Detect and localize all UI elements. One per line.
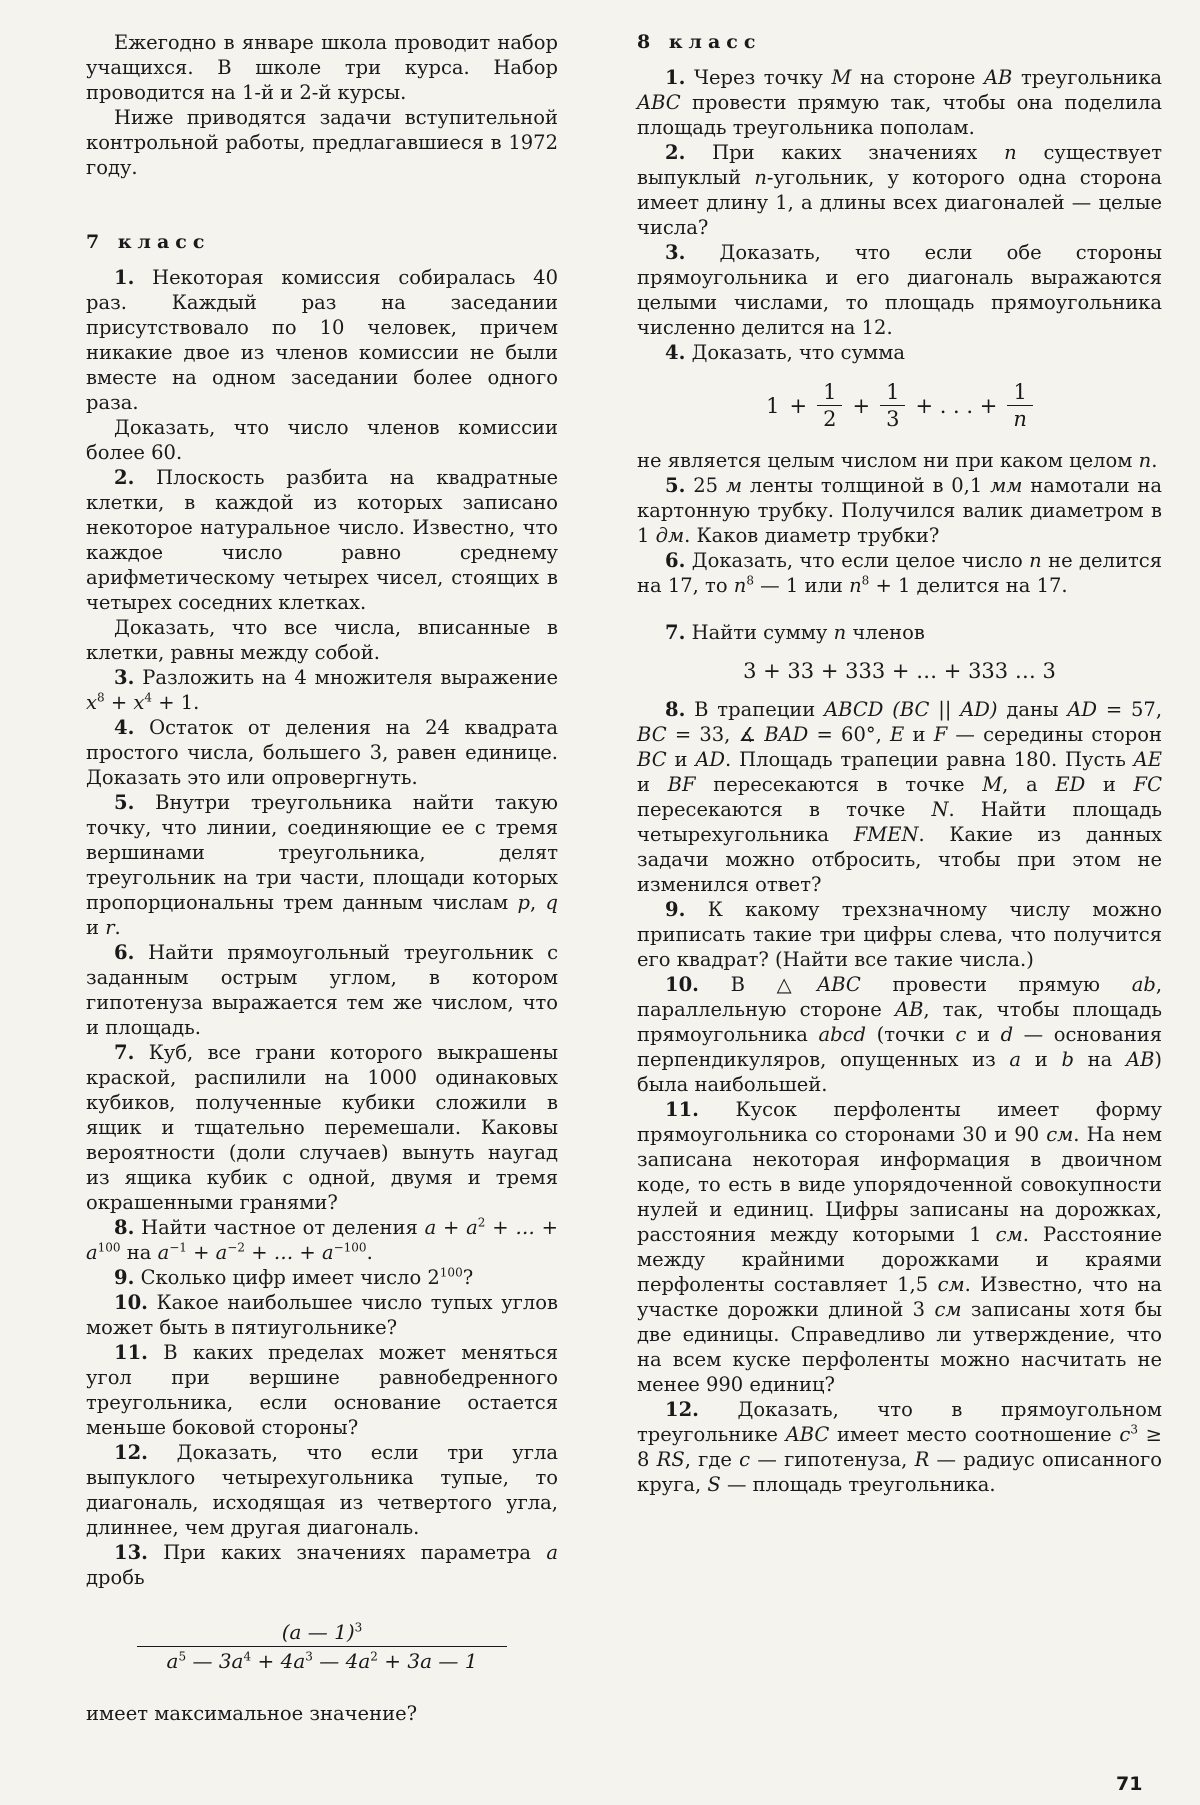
problem-text: ) была наибольшей. xyxy=(637,1048,1163,1096)
problem-text: , параллельную стороне xyxy=(637,973,1163,1021)
problem-text: на xyxy=(126,1241,152,1264)
fraction-denominator xyxy=(167,1647,478,1675)
grade7-problem-7 xyxy=(86,1040,558,1215)
problem-text: членов xyxy=(852,621,925,644)
problem-text: и xyxy=(674,748,688,771)
math-op: + xyxy=(852,393,871,418)
problem-text: — середины сторон xyxy=(955,723,1162,746)
problem-text: Доказать, что сумма xyxy=(691,341,906,364)
math-var: x xyxy=(133,691,145,714)
problem-text: -угольник, у которого одна сторона имеет длину 1, а длины всех диагоналей — целые числа? xyxy=(637,166,1163,239)
math-expr: + 4a xyxy=(251,1649,306,1673)
problem-text: (точки xyxy=(876,1023,945,1046)
unit: см xyxy=(1046,1123,1074,1146)
math-var: FMEN xyxy=(853,823,919,846)
grade7-problem-4 xyxy=(86,715,558,790)
unit: дм xyxy=(655,524,685,547)
problem-text: Найти сумму xyxy=(691,621,828,644)
math-exp: 5 xyxy=(178,1649,187,1664)
math-expr: + a xyxy=(186,1241,228,1264)
grade7-problem-11 xyxy=(86,1340,558,1440)
problem-text: Доказать, что если обе стороны прямоугольника и его диагональ выражаются целыми числами, то площадь прямоугольника численно делится на 12. xyxy=(637,241,1162,339)
problem-text: К какому трехзначному числу можно приписать такие три цифры слева, что получится его квадрат? (Найти все такие числа.) xyxy=(637,898,1163,971)
unit: м xyxy=(725,474,743,497)
problem-text: — основания перпендикуляров, опущенных из xyxy=(637,1023,1163,1071)
problem-text: записаны хотя бы две единицы. Справедливо ли утверждение, что на всем куске перфоленты можно насчитать не менее 990 единиц? xyxy=(637,1298,1163,1396)
math-term: 1 xyxy=(766,393,780,418)
math-var: BF xyxy=(667,773,696,796)
fraction-denominator: n xyxy=(1013,407,1027,431)
problem-number: 7. xyxy=(665,621,686,644)
problem-text: пересекаются в точке xyxy=(713,773,965,796)
problem-text: и xyxy=(912,723,926,746)
math-expr: (a — 1) xyxy=(281,1620,355,1644)
fraction-denominator: 2 xyxy=(823,407,837,431)
problem-text: — гипотенуза, xyxy=(757,1448,908,1471)
math-exp: 3 xyxy=(1130,1422,1138,1437)
problem-number: 12. xyxy=(665,1398,699,1421)
intro-paragraph-2: Ниже приводятся задачи вступительной контрольной работы, предлагавшиеся в 1972 году. xyxy=(86,106,558,179)
math-exp: 4 xyxy=(144,690,153,705)
problem-text: намотали на картонную трубку. Получился валик диаметром в 1 xyxy=(637,474,1163,547)
problem-number: 2. xyxy=(114,466,135,489)
problem-number: 4. xyxy=(665,341,686,364)
math-op: + xyxy=(789,393,808,418)
left-column xyxy=(86,30,558,1726)
math-var: n xyxy=(1029,549,1042,572)
math-var: R xyxy=(914,1448,930,1471)
problem-text: = 57, xyxy=(1105,698,1163,721)
math-exp: 4 xyxy=(243,1649,252,1664)
math-exp: 2 xyxy=(477,1215,486,1230)
problem-text: — 1 или xyxy=(753,574,850,597)
problem-number: 11. xyxy=(114,1341,148,1364)
spacer xyxy=(637,598,1162,620)
math-exp: −1 xyxy=(169,1240,187,1255)
problem-text: При каких значениях параметра xyxy=(163,1541,532,1564)
problem-number: 13. xyxy=(114,1541,148,1564)
grade8-problem-5 xyxy=(637,473,1162,548)
problem-text: — площадь треугольника. xyxy=(726,1473,996,1496)
math-var: AB xyxy=(894,998,924,1021)
math-var: x xyxy=(86,691,97,714)
problem-text: не делится на 17, то xyxy=(637,549,1162,597)
math-var: n xyxy=(849,574,862,597)
math-op: + xyxy=(110,691,128,714)
problem-text: Сколько цифр имеет число 2 xyxy=(140,1266,440,1289)
fraction-numerator: 1 xyxy=(817,379,842,406)
problem-text: В △ xyxy=(730,973,818,996)
fraction xyxy=(1007,379,1033,432)
problem-number: 5. xyxy=(665,474,686,497)
unit: см xyxy=(995,1223,1023,1246)
problem-text: При каких значениях xyxy=(712,141,978,164)
problem-number: 9. xyxy=(114,1266,135,1289)
math-var: a xyxy=(157,1241,170,1264)
problem-text: . xyxy=(1151,449,1158,472)
problem-number: 12. xyxy=(114,1441,148,1464)
math-var: p xyxy=(517,891,530,914)
grade7-problem-5: 5. Внутри треугольника найти такую точку, что линии, соединяющие ее с тремя вершинами треугольника, делят треугольник на три части, площади которых пропорциональны трем данным числам p, q и r. xyxy=(86,791,558,939)
problem-text: В трапеции xyxy=(694,698,816,721)
math-var: q xyxy=(545,891,558,914)
math-var: BC xyxy=(637,748,667,771)
grade7-problem-12 xyxy=(86,1440,558,1540)
problem-text: провести прямую так, чтобы она поделила площадь треугольника пополам. xyxy=(637,91,1163,139)
problem-text: Разложить на 4 множителя выражение xyxy=(142,666,558,689)
problem-text: В каких пределах может меняться угол при вершине равнобедренного треугольника, если основание остается меньше боковой стороны? xyxy=(86,1341,558,1439)
grade7-problem-13 xyxy=(86,1540,558,1590)
fraction-numerator: 1 xyxy=(880,379,905,406)
math-expr: + … + a xyxy=(86,1216,558,1264)
math-var: n xyxy=(1138,449,1152,472)
unit: мм xyxy=(990,474,1023,497)
problem-text: и xyxy=(976,1023,990,1046)
unit: см xyxy=(934,1298,962,1321)
math-var: a xyxy=(166,1649,179,1673)
grade7-problem-1-task: Доказать, что число членов комиссии более 60. xyxy=(86,416,558,464)
grade7-problem-6 xyxy=(86,940,558,1040)
math-var: AD xyxy=(695,748,726,771)
fraction xyxy=(880,379,905,432)
grade7-problem-13-end: имеет максимальное значение? xyxy=(86,1702,418,1725)
right-column xyxy=(637,30,1162,1497)
problem-text: Внутри треугольника найти такую точку, что линии, соединяющие ее с тремя вершинами треугольника, делят треугольник на три части, площади которых пропорциональны трем данным числам xyxy=(86,791,558,914)
problem-text: — радиус описанного круга, xyxy=(637,1448,1162,1496)
math-var: ABCD xyxy=(824,698,884,721)
problem-text: Некоторая комиссия собиралась 40 раз. Каждый раз на заседании присутствовало по 10 человек, причем никакие двое из членов комиссии не были вместе на одном заседании более одного раза. xyxy=(86,266,558,414)
grade8-problem-10 xyxy=(637,972,1162,1097)
unit: см xyxy=(937,1273,965,1296)
math-exp: −100 xyxy=(333,1240,367,1255)
problem-text: и xyxy=(637,773,650,796)
math-expr: — 4a xyxy=(312,1649,371,1673)
fraction-denominator: 3 xyxy=(886,407,900,431)
math-var: n xyxy=(833,621,847,644)
math-exp: 8 xyxy=(746,573,754,588)
problem-text: . Каков диаметр трубки? xyxy=(684,524,940,547)
fraction-numerator: 1 xyxy=(1007,379,1032,406)
grade7-problem-9 xyxy=(86,1265,558,1290)
math-var: c xyxy=(1119,1423,1131,1446)
problem-text: Кусок перфоленты имеет форму прямоугольника со сторонами 30 и 90 xyxy=(637,1098,1162,1146)
problem-text: и xyxy=(86,916,99,939)
math-var: n xyxy=(733,574,747,597)
fraction xyxy=(817,379,842,432)
problem-text: . Найти площадь четырехугольника xyxy=(637,798,1162,846)
math-expr: (BC || AD) xyxy=(892,698,998,721)
math-var: AB xyxy=(983,66,1013,89)
math-var: AB xyxy=(1125,1048,1155,1071)
problem-text: + 1 делится на 17. xyxy=(869,574,1068,597)
grade8-problem-6 xyxy=(637,548,1162,598)
math-var: AE xyxy=(1133,748,1162,771)
math-exp: 3 xyxy=(354,1620,363,1635)
math-var: N xyxy=(931,798,949,821)
math-var: M xyxy=(982,773,1003,796)
problem-text: Найти прямоугольный треугольник с заданным острым углом, в котором гипотенуза выражается тем же числом, что и площадь. xyxy=(86,941,558,1039)
problem-number: 11. xyxy=(665,1098,699,1121)
math-var: ABC xyxy=(817,973,861,996)
problem-text: треугольника xyxy=(1020,66,1163,89)
problem-number: 1. xyxy=(114,266,135,289)
problem-number: 6. xyxy=(665,549,686,572)
math-exp: 100 xyxy=(97,1240,121,1255)
math-var: d xyxy=(1000,1023,1014,1046)
problem-text: не является целым числом ни при каком целом xyxy=(637,449,1133,472)
grade8-problem-11 xyxy=(637,1097,1162,1397)
problem-text: имеет место соотношение xyxy=(837,1423,1112,1446)
math-var: BC xyxy=(637,723,667,746)
math-var: F xyxy=(933,723,948,746)
grade8-heading: 8 класс xyxy=(637,31,762,53)
problem-number: 9. xyxy=(665,898,686,921)
problem-number: 10. xyxy=(114,1291,148,1314)
series-sum-formula: 3 + 33 + 333 + … + 333 … 3 xyxy=(743,659,1056,683)
problem-text: Найти частное от деления xyxy=(141,1216,418,1239)
math-op: + 1. xyxy=(158,691,200,714)
problem-number: 3. xyxy=(665,241,686,264)
problem-text: , где xyxy=(684,1448,732,1471)
fraction-formula xyxy=(86,1618,558,1675)
problem-text: ? xyxy=(462,1266,474,1289)
problem-text: Доказать, что в прямоугольном треугольнике xyxy=(637,1398,1162,1446)
math-var: FC xyxy=(1133,773,1162,796)
math-var: n xyxy=(1004,141,1017,164)
math-var: r xyxy=(105,916,115,939)
problem-text: = 60°, xyxy=(816,723,882,746)
grade8-problem-2 xyxy=(637,140,1162,240)
math-var: b xyxy=(1061,1048,1074,1071)
grade8-problem-4 xyxy=(637,340,1162,365)
grade7-problem-2-task: Доказать, что все числа, вписанные в клетки, равны между собой. xyxy=(86,616,558,664)
math-op: ≥ 8 xyxy=(637,1423,1163,1471)
grade8-problem-12 xyxy=(637,1397,1162,1497)
math-var: AD xyxy=(1067,698,1098,721)
math-exp: 2 xyxy=(370,1649,378,1664)
grade7-heading: 7 класс xyxy=(86,231,211,253)
problem-number: 10. xyxy=(665,973,699,996)
math-exp: 100 xyxy=(439,1265,463,1280)
problem-text: ленты толщиной в 0,1 xyxy=(749,474,983,497)
problem-text: . Площадь трапеции равна 180. Пусть xyxy=(725,748,1126,771)
problem-text: Плоскость разбита на квадратные клетки, в каждой из которых записано некоторое натуральное число. Известно, что каждое число равно среднему арифметическому четырех чисел, стоящих в четырех соседних клетках. xyxy=(86,466,558,614)
problem-text: Куб, все грани которого выкрашены краской, распилили на 1000 одинаковых кубиков, полученные кубики сложили в ящик и тщательно перемешали. Каковы вероятности (доли случаев) вынуть наугад из ящика кубик с одной, двумя и тремя окрашенными гранями? xyxy=(86,1041,559,1214)
problem-text: Доказать, что если целое число xyxy=(691,549,1023,572)
problem-text: Через точку xyxy=(693,66,823,89)
problem-text: 25 xyxy=(693,474,719,497)
grade8-problem-4-end xyxy=(637,448,1162,473)
math-var: ED xyxy=(1055,773,1086,796)
problem-text: дробь xyxy=(86,1566,145,1589)
problem-text: = 33, ∡ xyxy=(674,723,757,746)
problem-text: . Какие из данных задачи можно отбросить, чтобы при этом не изменился ответ? xyxy=(637,823,1163,896)
intro-paragraph-1: Ежегодно в январе школа проводит набор учащихся. В школе три курса. Набор проводится на 1-й и 2-й курсы. xyxy=(86,31,558,104)
problem-text: на xyxy=(1087,1048,1113,1071)
grade7-problem-8: 8. Найти частное от деления $a + a^2$ + … + $a^{100}$ на $a^{-1} + a^{-2}$ + … + $a^{-100}$. xyxy=(86,1215,558,1264)
problem-number: 5. xyxy=(114,791,135,814)
math-var: BAD xyxy=(764,723,809,746)
grade7-problem-1 xyxy=(86,265,558,415)
math-exp: 8 xyxy=(861,573,870,588)
problem-text: и xyxy=(1034,1048,1048,1071)
math-var: S xyxy=(707,1473,721,1496)
problem-text: пересекаются в точке xyxy=(637,798,906,821)
math-var: n xyxy=(754,166,767,189)
problem-number: 4. xyxy=(114,716,135,739)
problem-text: . Известно, что на участке дорожки длиной 3 xyxy=(637,1273,1162,1321)
math-var: c xyxy=(739,1448,751,1471)
grade8-problem-1 xyxy=(637,65,1162,140)
problem-text: существует выпуклый xyxy=(637,141,1162,189)
grade7-problem-2 xyxy=(86,465,558,615)
problem-text: Какое наибольшее число тупых углов может быть в пятиугольнике? xyxy=(86,1291,558,1339)
math-expr: a + a xyxy=(424,1216,478,1239)
problem-text: даны xyxy=(1006,698,1059,721)
math-expr: — 3a xyxy=(186,1649,244,1673)
problem-text: и xyxy=(1102,773,1116,796)
problem-number: 3. xyxy=(114,666,135,689)
math-var: c xyxy=(955,1023,967,1046)
problem-text: . На нем записана некоторая информация в двоичном коде, то есть в виде упорядоченной совокупности нулей и единиц. Цифры записаны на дорожках, расстояния между которыми 1 xyxy=(637,1123,1163,1246)
problem-text: , а xyxy=(1002,773,1038,796)
problem-number: 2. xyxy=(665,141,686,164)
math-exp: 3 xyxy=(305,1649,313,1664)
problem-text: Доказать, что если три угла выпуклого четырехугольника тупые, то диагональ, исходящая из четвертого угла, длиннее, чем другая диагональ. xyxy=(86,1441,558,1539)
problem-number: 1. xyxy=(665,66,686,89)
problem-number: 8. xyxy=(665,698,686,721)
grade7-problem-3 xyxy=(86,665,558,715)
problem-text: . Расстояние между крайними дорожками и краями перфоленты составляет 1,5 xyxy=(637,1223,1163,1296)
math-var: abcd xyxy=(818,1023,867,1046)
math-var: E xyxy=(890,723,905,746)
math-op: + . . . + xyxy=(915,393,998,418)
math-expr: + … + a xyxy=(245,1241,334,1264)
math-var: ABC xyxy=(637,91,681,114)
problem-text: провести прямую xyxy=(892,973,1101,996)
grade8-problem-7 xyxy=(637,620,1162,645)
problem-text: на стороне xyxy=(859,66,976,89)
math-var: M xyxy=(831,66,852,89)
fraction-numerator xyxy=(272,1618,373,1646)
grade8-problem-8 xyxy=(637,697,1162,897)
math-var: a xyxy=(1009,1048,1022,1071)
grade7-problem-10 xyxy=(86,1290,558,1340)
page-number: 71 xyxy=(1116,1773,1143,1795)
math-var: a xyxy=(546,1541,558,1564)
math-var: ab xyxy=(1131,973,1156,996)
problem-text: , так, чтобы площадь прямоугольника xyxy=(637,998,1162,1046)
harmonic-sum-formula xyxy=(637,379,1162,432)
problem-number: 6. xyxy=(114,941,135,964)
math-var: ABC xyxy=(785,1423,830,1446)
math-exp: 8 xyxy=(97,690,105,705)
problem-number: 8. xyxy=(114,1216,135,1239)
math-exp: −2 xyxy=(227,1240,245,1255)
grade8-problem-9 xyxy=(637,897,1162,972)
math-expr: + 3a — 1 xyxy=(377,1649,478,1673)
problem-text: Остаток от деления на 24 квадрата простого числа, большего 3, равен единице. Доказать это или опровергнуть. xyxy=(86,716,558,789)
math-var: RS xyxy=(656,1448,685,1471)
grade8-problem-3 xyxy=(637,240,1162,340)
problem-number: 7. xyxy=(114,1041,135,1064)
